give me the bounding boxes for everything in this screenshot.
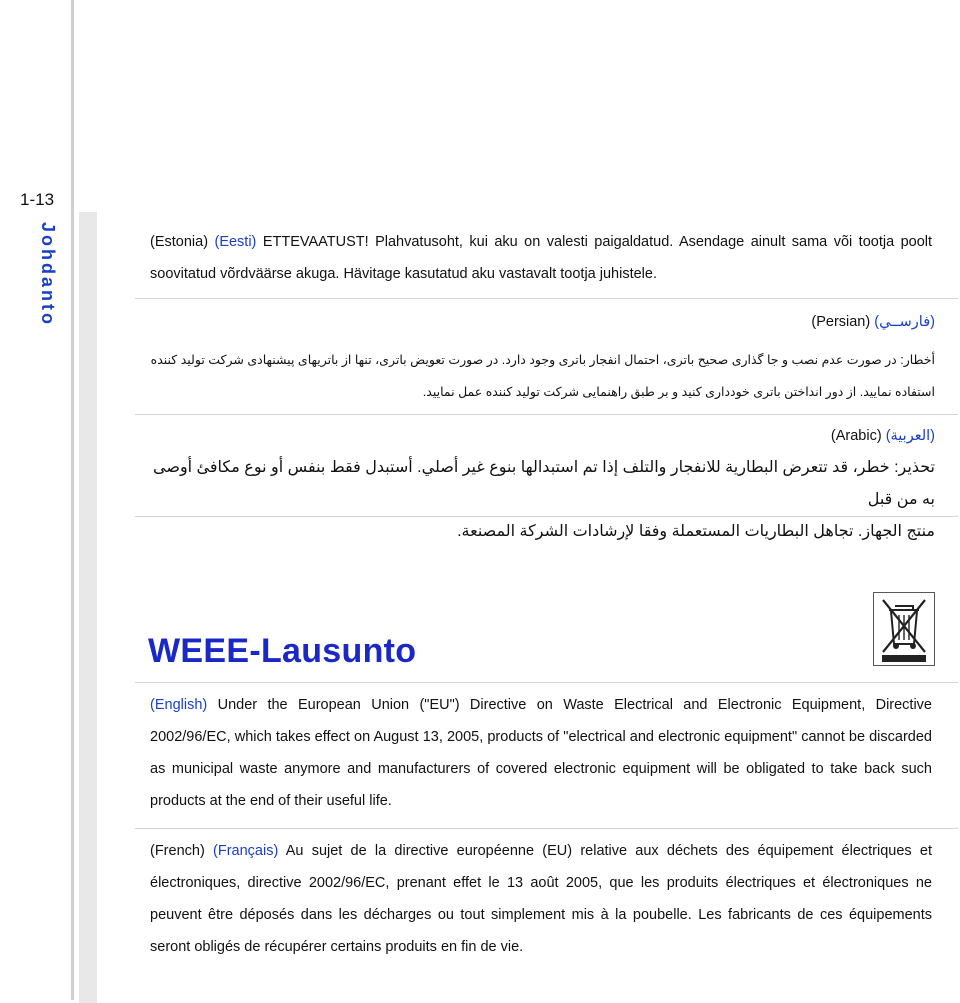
page-number: 1-13: [20, 190, 55, 209]
estonia-line-1: [150, 226, 932, 258]
arabic-line-2: منتج الجهاز. تجاهل البطاريات المستعملة وفقا لإرشادات الشركة المصنعة.: [457, 523, 935, 540]
arabic-body: [140, 452, 935, 548]
section-title: Johdanto: [38, 222, 58, 327]
persian-section: [150, 306, 935, 338]
english-section: [150, 689, 932, 817]
french-line-2: électroniques, directive 2002/96/EC, prenant effet le 13 août 2005, que les produits électriques et électroniques ne: [150, 875, 932, 891]
arabic-section: [150, 420, 935, 452]
separator: [135, 682, 958, 683]
separator: [135, 298, 958, 299]
weee-title: WEEE-Lausunto: [148, 632, 417, 670]
margin-strip: [79, 212, 97, 1003]
persian-native: (فارســي): [874, 314, 935, 330]
crossed-out-wheelie-bin-icon: [873, 592, 935, 666]
margin-rule: [71, 0, 74, 1000]
persian-body: [140, 344, 935, 408]
english-text-1: Under the European Union ("EU") Directive on Waste Electrical and Electronic Equipment, Directive: [217, 697, 933, 713]
estonia-line-2: soovitatud võrdväärse akuga. Hävitage kasutatud aku vastavalt tootja juhistele.: [150, 266, 657, 282]
french-line-1: [150, 835, 932, 867]
english-line-1: [150, 689, 932, 721]
english-line-4: products at the end of their useful life.: [150, 793, 392, 809]
french-line-4: seront obligés de récupérer certains produits en fin de vie.: [150, 939, 524, 955]
separator: [135, 516, 958, 517]
estonia-native: (Eesti): [214, 234, 257, 250]
arabic-line-1: تحذير: خطر، قد تتعرض البطارية للانفجار والتلف إذا تم استبدالها بنوع غير أصلي. أستبدل فقط بنفس أو نوع مكافئ أوصى به من قبل: [153, 459, 935, 508]
persian-line-1: أخطار: در صورت عدم نصب و جا گذاری صحیح باتری، احتمال انفجار باتری وجود دارد. در صورت تعویض باتری، تنها از باتریهای پیشنهادی شرکت تولید کننده: [150, 353, 935, 367]
french-text-1: Au sujet de la directive européenne (EU) relative aux déchets des équipement électriques et: [285, 843, 932, 859]
persian-lang: (Persian): [811, 314, 871, 330]
estonia-lang: (Estonia): [150, 234, 209, 250]
separator: [135, 828, 958, 829]
english-line-3: as municipal waste anymore and manufacturers of covered electronic equipment will be obligated to take back such: [150, 761, 932, 777]
french-section: [150, 835, 932, 963]
french-lang: (French): [150, 843, 205, 859]
arabic-native: (العربية): [885, 428, 935, 444]
arabic-lang: (Arabic): [830, 428, 882, 444]
arabic-heading: [150, 420, 935, 452]
persian-line-2: استفاده نمایید. از دور انداختن باتری خودداری کنید و بر طبق راهنمایی شرکت تولید کننده عمل نمایید.: [422, 385, 935, 399]
english-lang: (English): [150, 697, 208, 713]
separator: [135, 414, 958, 415]
estonia-section: [150, 226, 932, 290]
english-line-2: 2002/96/EC, which takes effect on August 13, 2005, products of "electrical and electronic equipment" cannot be discarded: [150, 729, 932, 745]
french-line-3: peuvent être déposés dans les décharges ou tout simplement mis à la poubelle. Les fabricants de ces équipements: [150, 907, 932, 923]
french-native: (Français): [213, 843, 279, 859]
estonia-text-1: ETTEVAATUST! Plahvatusoht, kui aku on valesti paigaldatud. Asendage ainult sama või tootja poolt: [262, 234, 933, 250]
persian-heading: [150, 306, 935, 338]
